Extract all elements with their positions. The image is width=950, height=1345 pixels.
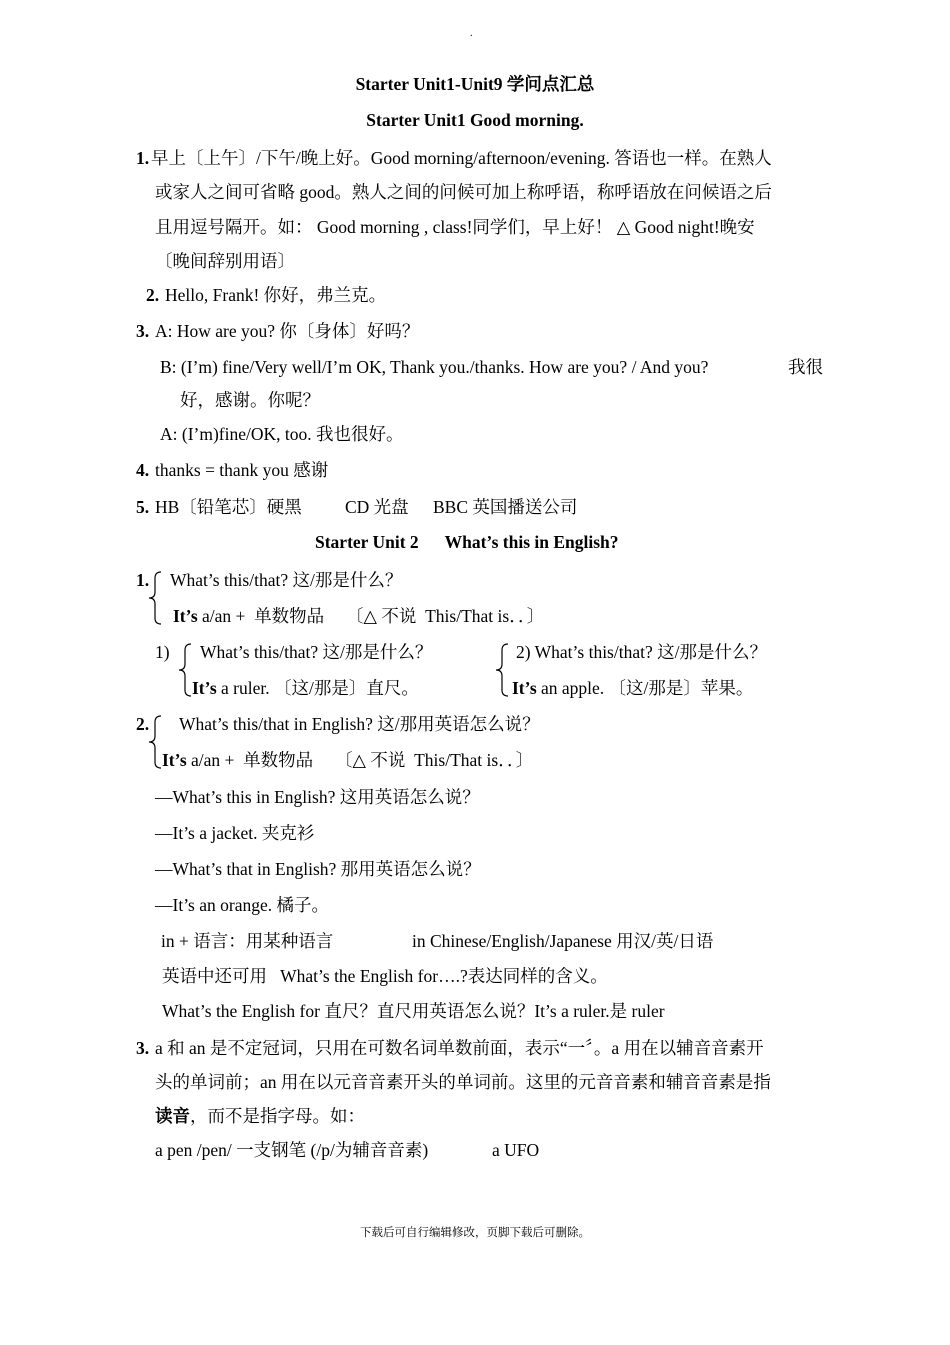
u2-p1-ex2-answer-bold: It’s — [512, 678, 537, 698]
u2-p1-ex2-question: 2) What’s this/that? 这/那是什么？ — [516, 642, 767, 662]
u2-p2-language-rule: in + 语言：用某种语言 — [161, 931, 334, 951]
u1-p1-line2: 或家人之间可省略 good。熟人之间的问候可加上称呼语，称呼语放在问候语之后 — [155, 182, 772, 202]
u2-p3-number: 3. — [136, 1038, 150, 1058]
u2-p2-number: 2. — [136, 714, 150, 734]
u1-p1-number: 1. — [136, 148, 150, 168]
u1-p5-bbc: BBC 英国播送公司 — [433, 497, 578, 517]
u2-p2-brace — [147, 714, 163, 770]
u2-p3-line1: a 和 an 是不定冠词，只用在可数名词单数前面，表示“一〞。a 用在以辅音音素开 — [155, 1038, 764, 1058]
u2-p2-dialog-1: —What’s this in English? 这用英语怎么说？ — [155, 787, 480, 807]
u1-p4-number: 4. — [136, 460, 150, 480]
u1-p1-line3: 且用逗号隔开。如： Good morning , class!同学们，早上好！ △ Good night!晚安 — [155, 217, 755, 237]
u1-p1-line1: 早上〔上午〕/下午/晚上好。Good morning/afternoon/evening. 答语也一样。在熟人 — [151, 148, 772, 168]
u2-p1-ex2-answer — [512, 677, 753, 699]
u2-p1-ex1-answer-bold: It’s — [192, 678, 217, 698]
u2-p1-answer — [173, 605, 544, 627]
u2-p3-line3-text: ，而不是指字母。如： — [190, 1106, 365, 1126]
u2-p1-ex1-question: What’s this/that? 这/那是什么？ — [200, 642, 433, 662]
u2-p1-ex2-answer-text: an apple. 〔这/那是〕苹果。 — [536, 678, 754, 698]
unit1-heading: Starter Unit1 Good morning. — [366, 110, 584, 130]
u2-p1-ex1-number: 1) — [155, 642, 170, 662]
u1-p4-text: thanks = thank you 感谢 — [155, 460, 329, 480]
u1-p2-number: 2. — [146, 285, 160, 305]
u2-p1-ex1-brace — [177, 642, 193, 698]
u2-p1-number: 1. — [136, 570, 150, 590]
page-footer: 下载后可自行编辑修改，页脚下载后可删除。 — [360, 1225, 590, 1239]
u2-p2-dialog-4: —It’s an orange. 橘子。 — [155, 895, 329, 915]
u1-p5-hb: HB〔铅笔芯〕硬黑 — [155, 497, 302, 517]
u2-p3-example: a pen /pen/ 一支钢笔 (/p/为辅音音素) — [155, 1140, 429, 1160]
u2-p3-example-2: a UFO — [492, 1140, 540, 1160]
u1-p5-number: 5. — [136, 497, 150, 517]
unit2-heading: Starter Unit 2 What’s this in English? — [315, 532, 619, 552]
u2-p1-answer-text: a/an + 单数物品 〔△ 不说 This/That is．．〕 — [197, 606, 545, 626]
u1-p3-answer-line2: 好，感谢。你呢？ — [180, 390, 320, 410]
u2-p2-dialog-2: —It’s a jacket. 夹克衫 — [155, 823, 315, 843]
u2-p2-dialog-3: —What’s that in English? 那用英语怎么说？ — [155, 859, 481, 879]
document-title: Starter Unit1-Unit9 学问点汇总 — [355, 74, 595, 94]
u2-p2-answer — [162, 749, 533, 771]
u2-p2-language-examples: in Chinese/English/Japanese 用汉/英/日语 — [412, 931, 714, 951]
u1-p5-cd: CD 光盘 — [345, 497, 409, 517]
u2-p3-line3 — [155, 1105, 365, 1127]
u2-p1-ex2-brace — [494, 642, 510, 698]
u2-p1-question: What’s this/that? 这/那是什么？ — [170, 570, 403, 590]
u1-p3-answer-line1-cn: 我很 — [788, 357, 823, 377]
u2-p1-brace — [147, 570, 163, 626]
u2-p2-example: What’s the English for 直尺？直尺用英语怎么说？It’s a ruler.是 ruler — [162, 1001, 665, 1021]
u1-p3-number: 3. — [136, 321, 150, 341]
u2-p2-also-note: 英语中还可用 What’s the English for….?表达同样的含义。 — [162, 966, 608, 986]
u1-p2-text: Hello, Frank! 你好，弗兰克。 — [165, 285, 387, 305]
u2-p3-line2: 头的单词前；an 用在以元音音素开头的单词前。这里的元音音素和辅音音素是指 — [155, 1072, 771, 1092]
u2-p1-ex1-answer — [192, 677, 419, 699]
u2-p2-question: What’s this/that in English? 这/那用英语怎么说？ — [179, 714, 540, 734]
u1-p3-reply: A: (I’m)fine/OK, too. 我也很好。 — [160, 424, 404, 444]
u1-p1-line4: 〔晚间辞别用语〕 — [155, 251, 295, 271]
u2-p3-line3-bold: 读音 — [155, 1106, 190, 1126]
header-dot: . — [470, 28, 473, 39]
u1-p3-answer-line1: B: (I’m) fine/Very well/I’m OK, Thank you./thanks. How are you? / And you? — [160, 357, 709, 377]
u2-p2-answer-bold: It’s — [162, 750, 187, 770]
u1-p3-question: A: How are you? 你〔身体〕好吗？ — [155, 321, 420, 341]
u2-p1-answer-bold: It’s — [173, 606, 198, 626]
u2-p2-answer-text: a/an + 单数物品 〔△ 不说 This/That is．．〕 — [186, 750, 534, 770]
u2-p1-ex1-answer-text: a ruler. 〔这/那是〕直尺。 — [216, 678, 419, 698]
